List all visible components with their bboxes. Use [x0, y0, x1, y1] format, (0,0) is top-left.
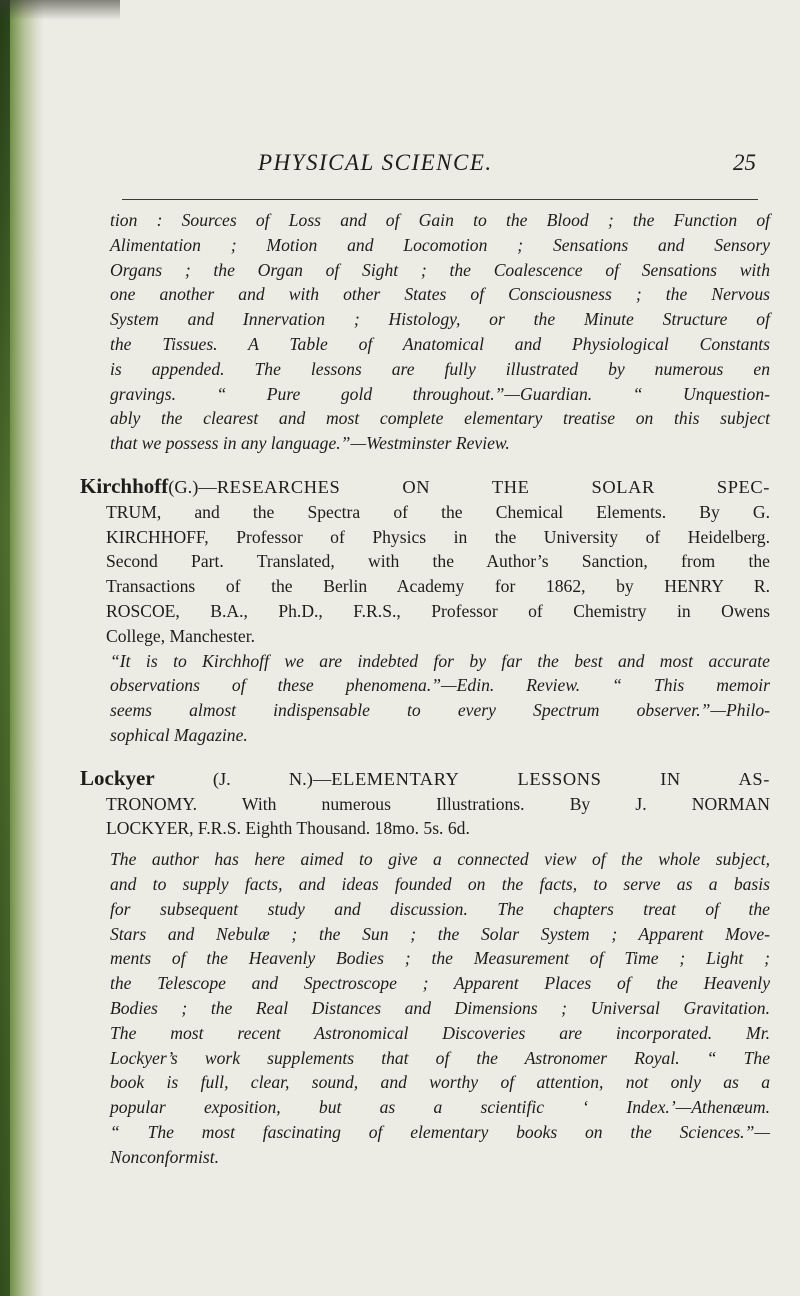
continuation-paragraph	[80, 208, 770, 456]
page-corner-shadow	[0, 0, 120, 20]
text-line: Stars and Nebulæ ; the Sun ; the Solar System ; Apparent Move-	[110, 923, 770, 944]
text-line: for subsequent study and discussion. The chapters treat of the	[110, 898, 770, 919]
text-line: book is full, clear, sound, and worthy of attention, not only as a	[110, 1072, 770, 1093]
entry-author: Lockyer	[80, 765, 155, 790]
entry-title: RESEARCHES ON THE SOLAR SPEC-	[216, 476, 770, 497]
running-head	[0, 150, 800, 190]
text-line: Organs ; the Organ of Sight ; the Coalescence of Sensations with	[110, 259, 770, 280]
entry-initials: (G.)—	[168, 476, 217, 497]
entry-author: Kirchhoff	[80, 473, 169, 498]
text-line: The author has here aimed to give a connected view of the whole subject,	[110, 849, 770, 870]
text-line: LOCKYER, F.R.S. Eighth Thousand. 18mo. 5s. 6d.	[106, 818, 470, 839]
text-line: KIRCHHOFF, Professor of Physics in the University of Heidelberg.	[106, 526, 770, 547]
text-line: popular exposition, but as a scientific ‘ Index.’—Athenæum.	[110, 1097, 770, 1118]
entry-initials: (J. N.)—	[212, 768, 332, 789]
text-line: is appended. The lessons are fully illustrated by numerous en	[110, 358, 770, 379]
text-line: The most recent Astronomical Discoveries are incorporated. Mr.	[110, 1022, 770, 1043]
text-line: that we possess in any language.”—Westminster Review.	[110, 433, 510, 454]
text-line: observations of these phenomena.”—Edin. Review. “ This memoir	[110, 675, 770, 696]
text-line: one another and with other States of Consciousness ; the Nervous	[110, 284, 770, 305]
text-line: gravings. “ Pure gold throughout.”—Guardian. “ Unquestion-	[110, 383, 770, 404]
running-title: PHYSICAL SCIENCE.	[258, 150, 493, 175]
text-line: ably the clearest and most complete elementary treatise on this subject	[110, 408, 770, 429]
text-line: Transactions of the Berlin Academy for 1862, by HENRY R.	[106, 576, 770, 597]
text-line: System and Innervation ; Histology, or the Minute Structure of	[110, 309, 770, 330]
text-line: Second Part. Translated, with the Author’s Sanction, from the	[106, 551, 770, 572]
page-body	[80, 208, 770, 1169]
text-line: Bodies ; the Real Distances and Dimensions ; Universal Gravitation.	[110, 997, 770, 1018]
text-line: ROSCOE, B.A., Ph.D., F.R.S., Professor of Chemistry in Owens	[106, 600, 770, 621]
page-number: 25	[733, 150, 756, 175]
text-line: Lockyer’s work supplements that of the Astronomer Royal. “ The	[110, 1047, 770, 1068]
entry-heading	[80, 766, 770, 792]
text-line: sophical Magazine.	[110, 724, 248, 745]
text-line: and to supply facts, and ideas founded on the facts, to serve as a basis	[110, 873, 770, 894]
text-line: TRUM, and the Spectra of the Chemical Elements. By G.	[106, 501, 770, 522]
text-line: Nonconformist.	[110, 1146, 219, 1167]
entry-heading	[80, 474, 770, 500]
text-line: the Telescope and Spectroscope ; Apparent Places of the Heavenly	[110, 973, 770, 994]
entry-title: ELEMENTARY LESSONS IN AS-	[331, 768, 770, 789]
entry-review	[80, 649, 770, 748]
text-line: tion : Sources of Loss and of Gain to the Blood ; the Function of	[110, 210, 770, 230]
text-line: Alimentation ; Motion and Locomotion ; Sensations and Sensory	[110, 234, 770, 255]
text-line: the Tissues. A Table of Anatomical and Physiological Constants	[110, 333, 770, 354]
page-spine-shadow	[0, 0, 10, 1296]
entry-kirchhoff	[80, 474, 770, 748]
text-line: seems almost indispensable to every Spectrum observer.”—Philo-	[110, 700, 770, 721]
text-line: TRONOMY. With numerous Illustrations. By J. NORMAN	[106, 793, 770, 814]
text-line: College, Manchester.	[106, 625, 256, 646]
entry-lockyer	[80, 766, 770, 1170]
entry-review	[80, 847, 770, 1169]
text-line: ments of the Heavenly Bodies ; the Measurement of Time ; Light ;	[110, 948, 770, 969]
text-line: “ The most fascinating of elementary books on the Sciences.”—	[110, 1121, 770, 1142]
header-rule	[122, 199, 758, 200]
text-line: “It is to Kirchhoff we are indebted for by far the best and most accurate	[110, 650, 770, 671]
